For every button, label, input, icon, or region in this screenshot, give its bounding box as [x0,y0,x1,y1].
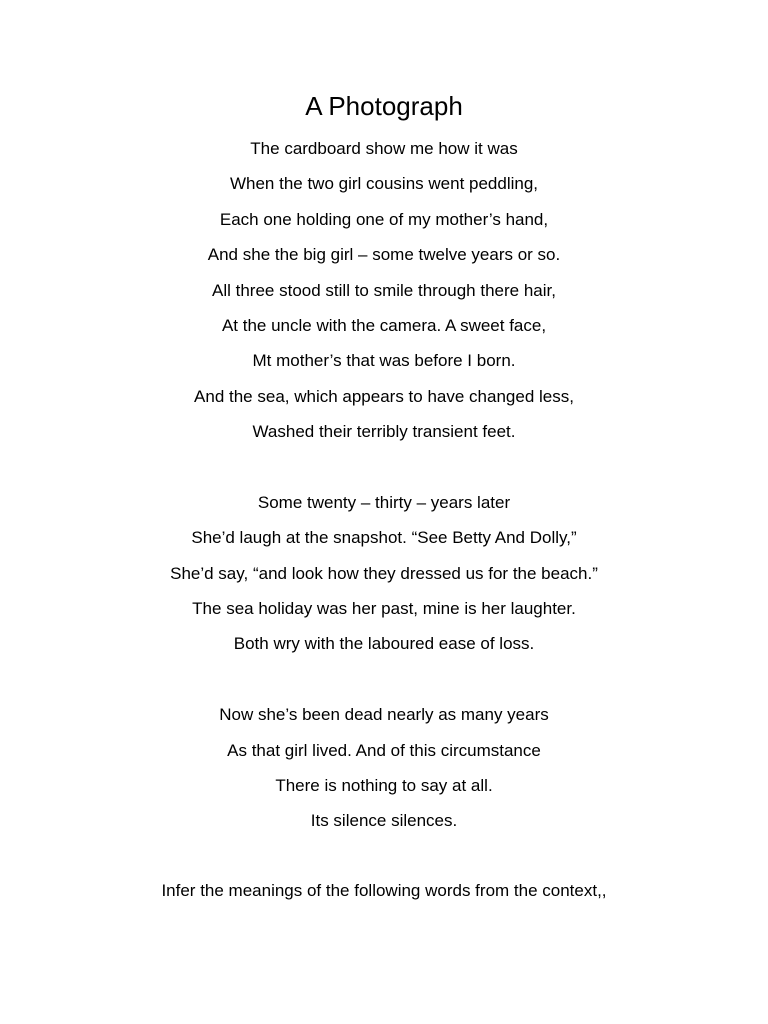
poem-line: Its silence silences. [310,811,458,831]
poem-line: And the sea, which appears to have changed less, [194,386,574,406]
poem-line: Each one holding one of my mother’s hand, [219,209,549,229]
stanza-break [0,662,768,697]
poem-line: The sea holiday was her past, mine is her laughter. [192,599,576,619]
stanza-1 [0,131,768,450]
poem-line: And she the big girl – some twelve years or so. [207,245,561,265]
poem-line: All three stood still to smile through there hair, [212,280,556,300]
poem-line: At the uncle with the camera. A sweet face, [221,315,547,335]
poem-line: There is nothing to say at all. [275,776,493,796]
poem-line: She’d say, “and look how they dressed us for the beach.” [170,563,598,583]
poem-line: Now she’s been dead nearly as many years [219,705,549,725]
stanza-2 [0,485,768,662]
poem-line: When the two girl cousins went peddling, [229,174,539,194]
poem-line: As that girl lived. And of this circumstance [227,740,541,760]
poem-line: Mt mother’s that was before I born. [252,351,516,371]
poem-line: She’d laugh at the snapshot. “See Betty And Dolly,” [191,528,577,548]
question-prompt: Infer the meanings of the following words from the context,, [161,881,607,900]
poem-line: Some twenty – thirty – years later [257,492,511,512]
poem-line: The cardboard show me how it was [250,139,518,158]
poem-line: Washed their terribly transient feet. [252,422,516,442]
poem-line: Both wry with the laboured ease of loss. [233,634,535,654]
poem-body [0,131,768,839]
stanza-3 [0,697,768,839]
stanza-break [0,450,768,485]
poem-title: A Photograph [305,91,463,121]
